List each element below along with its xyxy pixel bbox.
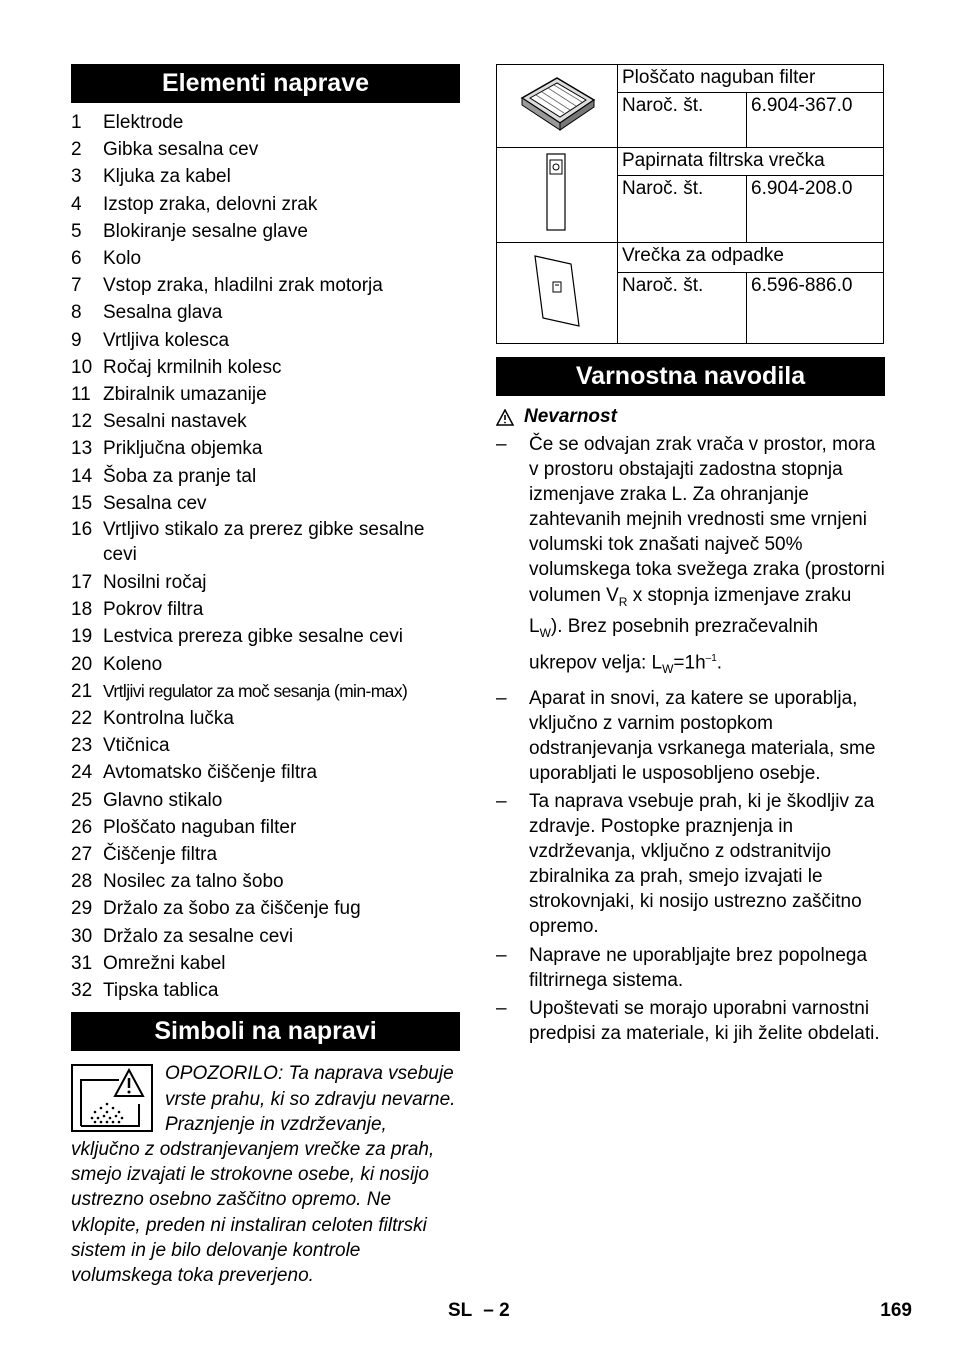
part-name-2: Papirnata filtrska vrečka bbox=[618, 148, 884, 176]
bullet-dash: – bbox=[496, 997, 507, 1019]
element-label: Sesalni nastavek bbox=[103, 411, 247, 433]
element-label: Ploščato naguban filter bbox=[103, 816, 297, 838]
element-item bbox=[71, 732, 460, 759]
part-name-3: Vrečka za odpadke bbox=[618, 243, 884, 273]
element-number: 15 bbox=[71, 492, 93, 514]
element-item bbox=[71, 381, 460, 408]
element-item bbox=[71, 327, 460, 354]
element-number: 26 bbox=[71, 816, 93, 838]
element-number: 32 bbox=[71, 980, 93, 1002]
bullet-dash: – bbox=[496, 687, 507, 709]
element-number: 8 bbox=[71, 302, 82, 324]
element-label: Nosilec za talno šobo bbox=[103, 871, 284, 893]
waste-bag-icon bbox=[497, 243, 618, 344]
element-number: 28 bbox=[71, 871, 93, 893]
safety-bullet bbox=[496, 686, 885, 786]
element-label: Koleno bbox=[103, 653, 163, 675]
danger-title bbox=[496, 406, 885, 428]
element-number: 9 bbox=[71, 329, 82, 351]
element-label: Izstop zraka, delovni zrak bbox=[103, 193, 318, 215]
element-item bbox=[71, 814, 460, 841]
element-label: Glavno stikalo bbox=[103, 789, 223, 811]
warning-triangle-icon bbox=[496, 409, 514, 426]
element-number: 31 bbox=[71, 952, 93, 974]
element-number: 5 bbox=[71, 220, 82, 242]
element-item bbox=[71, 109, 460, 136]
safety-bullet bbox=[496, 996, 885, 1046]
bullet-dash: – bbox=[496, 944, 507, 966]
element-item bbox=[71, 569, 460, 596]
element-label: Omrežni kabel bbox=[103, 952, 226, 974]
element-item bbox=[71, 408, 460, 435]
footer-lang: SL bbox=[448, 1300, 472, 1321]
element-item bbox=[71, 272, 460, 299]
element-item bbox=[71, 299, 460, 326]
order-label-2: Naroč. št. bbox=[618, 176, 747, 243]
element-number: 10 bbox=[71, 356, 93, 378]
element-label: Držalo za šobo za čiščenje fug bbox=[103, 898, 361, 920]
element-label: Sesalna glava bbox=[103, 302, 223, 324]
element-label: Pokrov filtra bbox=[103, 599, 204, 621]
part-row-3 bbox=[497, 243, 884, 273]
element-item bbox=[71, 759, 460, 786]
page-number: 169 bbox=[880, 1300, 912, 1321]
bullet-text: Aparat in snovi, za katere se uporablja, vključno z varnim postopkom odstranjevanja vsrkanega materiala, sme uporabljati le usposobljeno osebje. bbox=[529, 687, 876, 784]
order-label-1: Naroč. št. bbox=[618, 93, 747, 148]
element-label: Vstop zraka, hladilni zrak motorja bbox=[103, 275, 383, 297]
element-item bbox=[71, 517, 460, 569]
danger-label: Nevarnost bbox=[524, 406, 617, 427]
element-number: 18 bbox=[71, 599, 93, 621]
element-label: Blokiranje sesalne glave bbox=[103, 220, 308, 242]
element-item bbox=[71, 163, 460, 190]
element-number: 19 bbox=[71, 626, 93, 648]
element-item bbox=[71, 354, 460, 381]
element-number: 16 bbox=[71, 519, 93, 541]
symbols-heading: Simboli na napravi bbox=[71, 1012, 460, 1051]
element-number: 25 bbox=[71, 789, 93, 811]
element-label: Šoba za pranje tal bbox=[103, 465, 257, 487]
symbols-warning-text: OPOZORILO: Ta naprava vsebuje vrste prahu, ki so zdravju nevarne. Praznjenje in vzdrževanje, vključno z odstranjevanjem vrečke za prah, smejo izvajati le strokovne osebe, ki nosijo ustrezno osebno zaščitno opremo. Ne vklopite, preden ni instaliran celoten filtrski sistem in je bilo delovanje kontrole volumskega toka preverjeno. bbox=[71, 1063, 456, 1286]
part-name-1: Ploščato naguban filter bbox=[618, 65, 884, 93]
element-number: 21 bbox=[71, 680, 93, 702]
order-number-1: 6.904-367.0 bbox=[747, 93, 884, 148]
element-label: Nosilni ročaj bbox=[103, 572, 207, 594]
element-label: Avtomatsko čiščenje filtra bbox=[103, 762, 318, 784]
element-label: Kontrolna lučka bbox=[103, 708, 234, 730]
element-number: 4 bbox=[71, 193, 82, 215]
element-item bbox=[71, 841, 460, 868]
element-number: 17 bbox=[71, 572, 93, 594]
element-item bbox=[71, 218, 460, 245]
symbols-block bbox=[71, 1061, 460, 1288]
element-number: 24 bbox=[71, 762, 93, 784]
element-item bbox=[71, 787, 460, 814]
element-item bbox=[71, 596, 460, 623]
element-label: Lestvica prereza gibke sesalne cevi bbox=[103, 626, 403, 648]
bullet-text: Naprave ne uporabljajte brez popolnega filtrirnega sistema. bbox=[529, 944, 868, 991]
element-number: 30 bbox=[71, 925, 93, 947]
element-label: Vtičnica bbox=[103, 735, 170, 757]
element-label: Priključna objemka bbox=[103, 438, 263, 460]
flat-pleated-filter-icon bbox=[497, 65, 618, 148]
element-item bbox=[71, 895, 460, 922]
element-label: Zbiralnik umazanije bbox=[103, 384, 267, 406]
element-number: 7 bbox=[71, 275, 82, 297]
right-column bbox=[496, 64, 885, 1049]
order-number-3: 6.596-886.0 bbox=[747, 273, 884, 344]
element-number: 29 bbox=[71, 898, 93, 920]
safety-bullet bbox=[496, 943, 885, 993]
element-label: Kolo bbox=[103, 248, 142, 270]
bullet-text: Upoštevati se morajo uporabni varnostni predpisi za materiale, ki jih želite obdelati. bbox=[529, 997, 880, 1044]
order-number-2: 6.904-208.0 bbox=[747, 176, 884, 243]
elements-heading: Elementi naprave bbox=[71, 64, 460, 103]
element-number: 2 bbox=[71, 139, 82, 161]
element-item bbox=[71, 191, 460, 218]
element-label: Vrtljiva kolesca bbox=[103, 329, 230, 351]
paper-filter-bag-icon bbox=[497, 148, 618, 243]
element-label: Tipska tablica bbox=[103, 980, 219, 1002]
part-row-2 bbox=[497, 148, 884, 176]
element-item bbox=[71, 651, 460, 678]
element-number: 14 bbox=[71, 465, 93, 487]
element-item bbox=[71, 623, 460, 650]
element-item bbox=[71, 678, 460, 705]
element-number: 11 bbox=[71, 384, 91, 406]
element-item bbox=[71, 245, 460, 272]
element-number: 1 bbox=[71, 112, 82, 133]
elements-list bbox=[71, 109, 460, 1004]
safety-heading: Varnostna navodila bbox=[496, 357, 885, 396]
element-number: 27 bbox=[71, 844, 93, 866]
bullet-text: Če se odvajan zrak vrača v prostor, mora v prostoru obstajajti zadostna stopnja izmenjave zraka L. Za ohranjanje zahtevanih mejnih vrednosti sme vrnjeni volumski tok znašati največ 50% volumskega toka svežega zraka (prostorni volumen $V_R$ x stopnja izmenjave zraku $L_W$). Brez posebnih prezračevalnih ukrepov velja: $L_W=1h^{-1}$. bbox=[529, 434, 885, 677]
element-item bbox=[71, 923, 460, 950]
safety-bullet bbox=[496, 789, 885, 940]
footer-language bbox=[448, 1300, 510, 1322]
element-label: Elektrode bbox=[103, 112, 184, 133]
element-item bbox=[71, 705, 460, 732]
dust-hazard-icon bbox=[71, 1064, 153, 1132]
element-item bbox=[71, 463, 460, 490]
element-item bbox=[71, 977, 460, 1004]
left-column bbox=[71, 64, 460, 1288]
element-number: 13 bbox=[71, 438, 93, 460]
element-item bbox=[71, 490, 460, 517]
order-label-3: Naroč. št. bbox=[618, 273, 747, 344]
safety-bullets bbox=[496, 432, 885, 1046]
bullet-text: Ta naprava vsebuje prah, ki je škodljiv za zdravje. Postopke praznjenja in vzdrževanja, vključno z odstranitvijo zbiralnika za prah, smejo izvajati le strokovnjaki, ki nosijo ustrezno zaščitno opremo. bbox=[529, 790, 875, 938]
element-item bbox=[71, 868, 460, 895]
element-label: Čiščenje filtra bbox=[103, 844, 218, 866]
element-label: Vrtljivo stikalo za prerez gibke sesalne cevi bbox=[103, 519, 425, 565]
element-item bbox=[71, 950, 460, 977]
element-label: Kljuka za kabel bbox=[103, 166, 231, 188]
element-label: Gibka sesalna cev bbox=[103, 139, 259, 161]
part-row-1 bbox=[497, 65, 884, 93]
element-label: Ročaj krmilnih kolesc bbox=[103, 356, 282, 378]
element-label: Sesalna cev bbox=[103, 492, 207, 514]
element-number: 12 bbox=[71, 411, 93, 433]
element-number: 22 bbox=[71, 708, 93, 730]
bullet-dash: – bbox=[496, 790, 507, 812]
element-number: 3 bbox=[71, 166, 82, 188]
safety-bullet bbox=[496, 432, 885, 683]
element-label: Vrtljivi regulator za moč sesanja (min-max) bbox=[103, 680, 408, 701]
element-item bbox=[71, 136, 460, 163]
bullet-dash: – bbox=[496, 434, 507, 455]
element-number: 6 bbox=[71, 248, 82, 270]
element-number: 23 bbox=[71, 735, 93, 757]
parts-table bbox=[496, 64, 884, 344]
element-label: Držalo za sesalne cevi bbox=[103, 925, 294, 947]
element-number: 20 bbox=[71, 653, 93, 675]
element-item bbox=[71, 435, 460, 462]
footer-page-ref: – 2 bbox=[483, 1300, 510, 1321]
